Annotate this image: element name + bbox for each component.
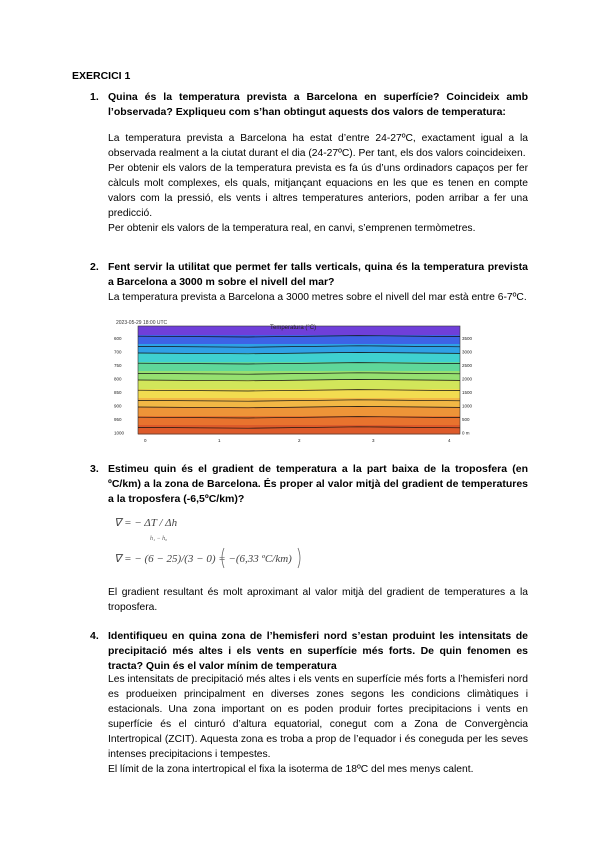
temperature-band: [138, 398, 460, 408]
answer-paragraph: La temperatura prevista a Barcelona a 3000 metres sobre el nivell del mar està entre 6-7ºC.: [108, 292, 527, 303]
figure-title: Temperatura (°C): [270, 325, 317, 331]
answer-3: [108, 585, 528, 615]
answer-paragraph: Les intensitats de precipitació més altes i els vents en superfície més forts a l’hemisferi nord es produeixen principalment en diverses zones segons les condicions climàtiques i estacionals. Una zona important on es poden produir fortes precipitacions i vents en superfície és el cinturó d’altura equatorial, conegut com a Zona de Convergència Intertropical (ZCIT). Aquesta zona es troba a prop de l’equador i és coneguda per les seves intenses precipitacions i tempestes.: [108, 674, 528, 760]
question-3: Estimeu quin és el gradient de temperatura a la part baixa de la troposfera (en ºC/km) a la zona de Barcelona. És proper al valor mitjà del gradient de temperatures a la troposfera (-6,5ºC/km)?: [108, 463, 528, 505]
question-number-1: 1.: [90, 91, 99, 103]
right-axis-label: 2000: [462, 376, 472, 382]
right-axis-label: 2500: [462, 363, 472, 368]
question-4: Identifiqueu en quina zona de l’hemisferi nord s’estan produint les intensitats de precipitació més altes i els vents en superfície més forts. De quin fenomen es tracta? Quin és el valor mínim de temperatura: [108, 630, 528, 672]
x-tick-label: 1: [218, 438, 221, 443]
left-axis-label: 800: [114, 376, 122, 382]
left-axis-label: 950: [114, 417, 122, 422]
temperature-band: [138, 407, 460, 417]
question-number-2: 2.: [90, 261, 99, 273]
right-axis-label: 3000: [462, 349, 472, 355]
formula-line-1-subscript: h₁ − h₀: [150, 536, 168, 542]
answer-4: [108, 672, 528, 777]
right-axis-label: 3500: [462, 336, 472, 341]
figure-header: 2023-05-29 18:00 UTC: [116, 320, 168, 326]
left-axis-label: 750: [114, 363, 122, 368]
formula-line-2: ∇ = − (6 − 25)/(3 − 0) = −(6,33 ºC/km): [114, 553, 292, 565]
left-axis-label: 900: [114, 403, 122, 409]
left-axis-label: 700: [114, 349, 122, 355]
left-axis-label: 600: [114, 336, 122, 341]
right-axis-label: 1000: [462, 403, 472, 409]
right-axis-label: 500: [462, 417, 470, 422]
answer-paragraph: El límit de la zona intertropical el fixa la isoterma de 18ºC del mes menys calent.: [108, 764, 474, 775]
answer-1: [108, 131, 528, 236]
temperature-band: [138, 353, 460, 363]
x-tick-label: 0: [144, 438, 147, 443]
temperature-band: [138, 344, 460, 354]
question-number-4: 4.: [90, 630, 99, 642]
vertical-section-figure: [110, 320, 472, 444]
x-tick-label: 3: [372, 438, 375, 443]
exercise-title: EXERCICI 1: [72, 70, 131, 82]
temperature-band: [138, 371, 460, 381]
question-2: Fent servir la utilitat que permet fer talls verticals, quina és la temperatura prevista a Barcelona a 3000 m sobre el nivell del mar?: [108, 261, 528, 288]
temperature-band: [138, 425, 460, 435]
temperature-band: [138, 380, 460, 390]
handwritten-formula: [112, 510, 322, 580]
formula-line-1: ∇ = − ΔT / Δh: [114, 517, 178, 529]
x-tick-label: 2: [298, 438, 301, 443]
left-axis-label: 850: [114, 390, 122, 395]
answer-2: [108, 290, 528, 305]
right-axis-label: 1500: [462, 390, 472, 395]
question-number-3: 3.: [90, 463, 99, 475]
answer-paragraph: Per obtenir els valors de la temperatura real, en canvi, s’emprenen termòmetres.: [108, 223, 476, 234]
x-tick-label: 4: [448, 438, 451, 443]
answer-paragraph: La temperatura prevista a Barcelona ha estat d’entre 24-27ºC, exactament igual a la observada realment a la ciutat durant el dia (24-27ºC). Per tant, els dos valors coincideixen.: [108, 133, 528, 159]
question-1: Quina és la temperatura prevista a Barcelona en superfície? Coincideix amb l’observada? Expliqueu com s’han obtingut aquests dos valors de temperatura:: [108, 91, 528, 118]
left-axis-label: 1000: [114, 430, 125, 436]
right-axis-label: 0 m: [462, 430, 470, 436]
answer-paragraph: Per obtenir els valors de la temperatura prevista es fa ús d’uns ordinadors capaços per fer càlculs molt complexes, els quals, mitjançant equacions en les que es tenen en compte valors com la pressió, els vents i altres temperatures anteriors, poden arribar a fer una predicció.: [108, 163, 528, 219]
answer-paragraph: El gradient resultant és molt aproximant al valor mitjà del gradient de temperatures a la troposfera.: [108, 587, 528, 613]
